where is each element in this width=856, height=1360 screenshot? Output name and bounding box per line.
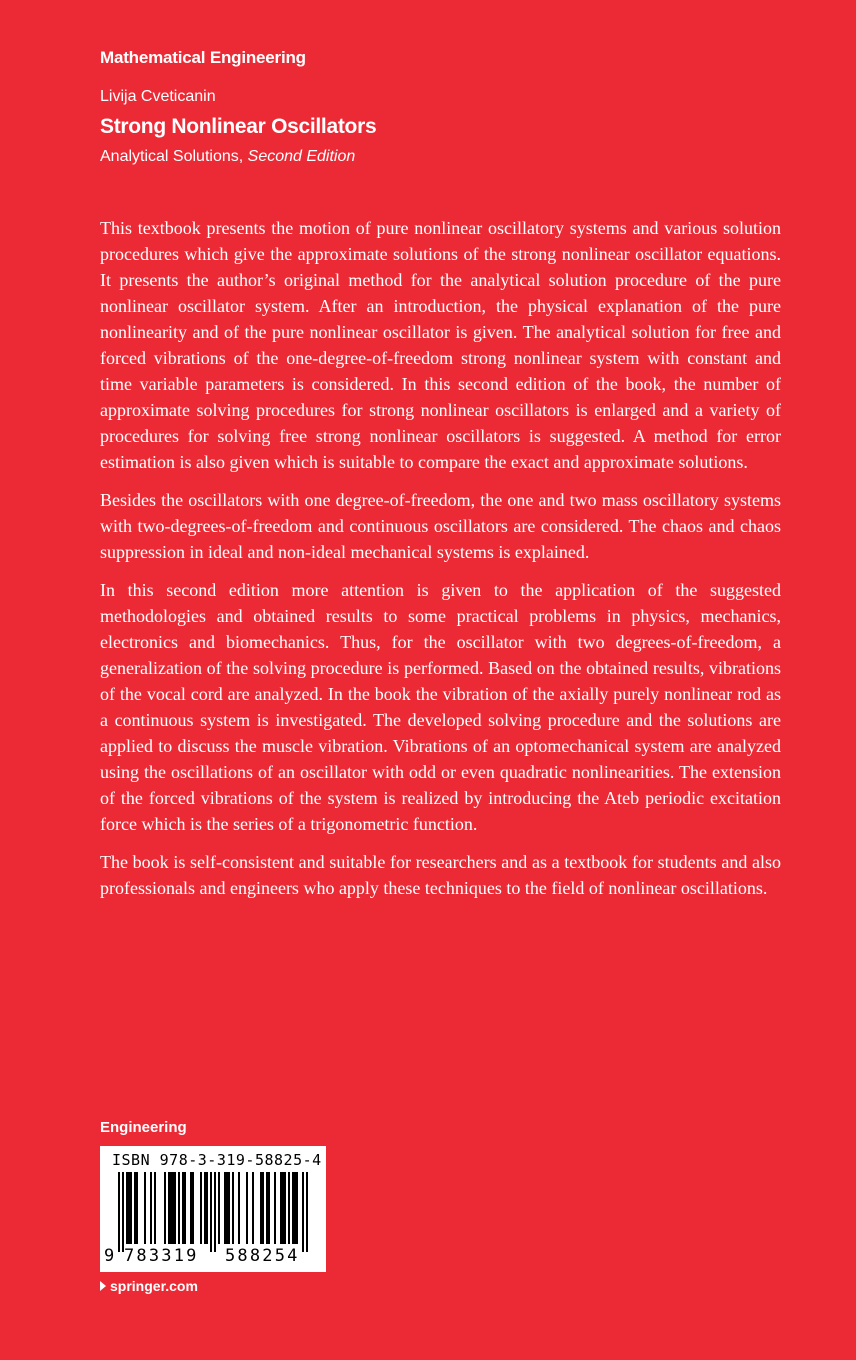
blurb-paragraph: The book is self-consistent and suitable for researchers and as a textbook for students and also professionals and engineers who apply these techniques to the field of nonlinear oscillations. xyxy=(100,852,781,898)
subtitle-edition: Second Edition xyxy=(247,148,356,165)
barcode-bar xyxy=(172,1172,174,1244)
barcode-bar xyxy=(262,1172,264,1244)
barcode-bar xyxy=(214,1172,216,1252)
ean-lead-digit: 9 xyxy=(104,1246,115,1266)
barcode-bar xyxy=(228,1172,230,1244)
subject-category: Engineering xyxy=(100,1119,187,1136)
barcode-bar xyxy=(144,1172,146,1244)
barcode-bar xyxy=(266,1172,268,1244)
barcode-bar xyxy=(134,1172,136,1244)
barcode-bars xyxy=(100,1172,326,1252)
barcode-bar xyxy=(224,1172,226,1244)
blurb-paragraph: This textbook presents the motion of pure nonlinear oscillatory systems and various solution procedures which give the approximate solutions of the strong nonlinear oscillator equations. It presents the author’s original method for the analytical solution procedure of the pure nonlinear oscillator system. After an introduction, the physical explanation of the pure nonlinearity and of the pure nonlinear oscillator is given. The analytical solution for free and forced vibrations of the one-degree-of-freedom strong nonlinear system with constant and time variable parameters is considered. In this second edition of the book, the number of approximate solving procedures for strong nonlinear oscillators is enlarged and a variety of procedures for solving free strong nonlinear oscillators is suggested. A method for error estimation is also given which is suitable to compare the exact and approximate solutions. xyxy=(100,218,781,472)
arrow-right-icon xyxy=(100,1281,106,1291)
barcode-bar xyxy=(164,1172,166,1244)
barcode-bar xyxy=(274,1172,276,1244)
publisher-url-text: springer.com xyxy=(110,1278,198,1294)
barcode-bar xyxy=(246,1172,248,1244)
barcode-bar xyxy=(268,1172,270,1244)
barcode-bar xyxy=(288,1172,290,1244)
barcode-bar xyxy=(150,1172,152,1244)
barcode-bar xyxy=(260,1172,262,1244)
barcode-bar xyxy=(282,1172,284,1244)
barcode-bar xyxy=(238,1172,240,1244)
barcode-bar xyxy=(252,1172,254,1244)
barcode-bar xyxy=(232,1172,234,1244)
barcode-bar xyxy=(204,1172,206,1244)
isbn-label: ISBN 978-3-319-58825-4 xyxy=(112,1151,322,1169)
barcode-bar xyxy=(126,1172,128,1244)
blurb-paragraph: In this second edition more attention is given to the application of the suggested methodologies and obtained results to some practical problems in physics, mechanics, electronics and biomechanics. Thus, for the oscillator with two degrees-of-freedom, a generalization of the solving procedure is performed. Based on the obtained results, vibrations of the vocal cord are analyzed. In the book the vibration of the axially purely nonlinear rod as a continuous system is investigated. The developed solving procedure and the solutions are applied to discuss the muscle vibration. Vibrations of an optomechanical system are analyzed using the oscillations of an oscillator with odd or even quadratic nonlinearities. The extension of the forced vibrations of the system is realized by introducing the Ateb periodic excitation force which is the series of a trigonometric function. xyxy=(100,580,781,834)
barcode-bar xyxy=(168,1172,170,1244)
barcode-bar xyxy=(292,1172,294,1244)
barcode-bar xyxy=(200,1172,202,1244)
author-name: Livija Cveticanin xyxy=(100,88,216,105)
barcode-bar xyxy=(128,1172,130,1244)
blurb-paragraph: Besides the oscillators with one degree-of-freedom, the one and two mass oscillatory systems with two-degrees-of-freedom and continuous oscillators are considered. The chaos and chaos suppression in ideal and non-ideal mechanical systems is explained. xyxy=(100,490,781,562)
barcode-bar xyxy=(206,1172,208,1244)
barcode-bar xyxy=(280,1172,282,1244)
barcode-bar xyxy=(122,1172,124,1252)
barcode-bar xyxy=(182,1172,184,1244)
subtitle-main: Analytical Solutions, xyxy=(100,148,244,165)
barcode-bar xyxy=(184,1172,186,1244)
book-title: Strong Nonlinear Oscillators xyxy=(100,115,377,138)
barcode-bar xyxy=(190,1172,192,1244)
ean-right-digits: 588254 xyxy=(225,1246,300,1266)
barcode-bar xyxy=(170,1172,172,1244)
barcode-bar xyxy=(306,1172,308,1252)
barcode-bar xyxy=(118,1172,120,1252)
ean-left-digits: 783319 xyxy=(124,1246,199,1266)
barcode-bar xyxy=(178,1172,180,1244)
publisher-url[interactable] xyxy=(100,1278,198,1294)
barcode-bar xyxy=(192,1172,194,1244)
barcode-bar xyxy=(174,1172,176,1244)
barcode-bar xyxy=(296,1172,298,1244)
barcode-bar xyxy=(154,1172,156,1244)
barcode-bar xyxy=(130,1172,132,1244)
barcode-bar xyxy=(294,1172,296,1244)
back-cover-blurb xyxy=(100,215,781,913)
barcode-bar xyxy=(210,1172,212,1252)
barcode-bar xyxy=(302,1172,304,1252)
barcode-bar xyxy=(284,1172,286,1244)
book-subtitle xyxy=(100,148,355,166)
barcode-bar xyxy=(136,1172,138,1244)
isbn-barcode xyxy=(100,1146,326,1272)
barcode-bar xyxy=(226,1172,228,1244)
series-name: Mathematical Engineering xyxy=(100,48,306,67)
barcode-bar xyxy=(218,1172,220,1244)
